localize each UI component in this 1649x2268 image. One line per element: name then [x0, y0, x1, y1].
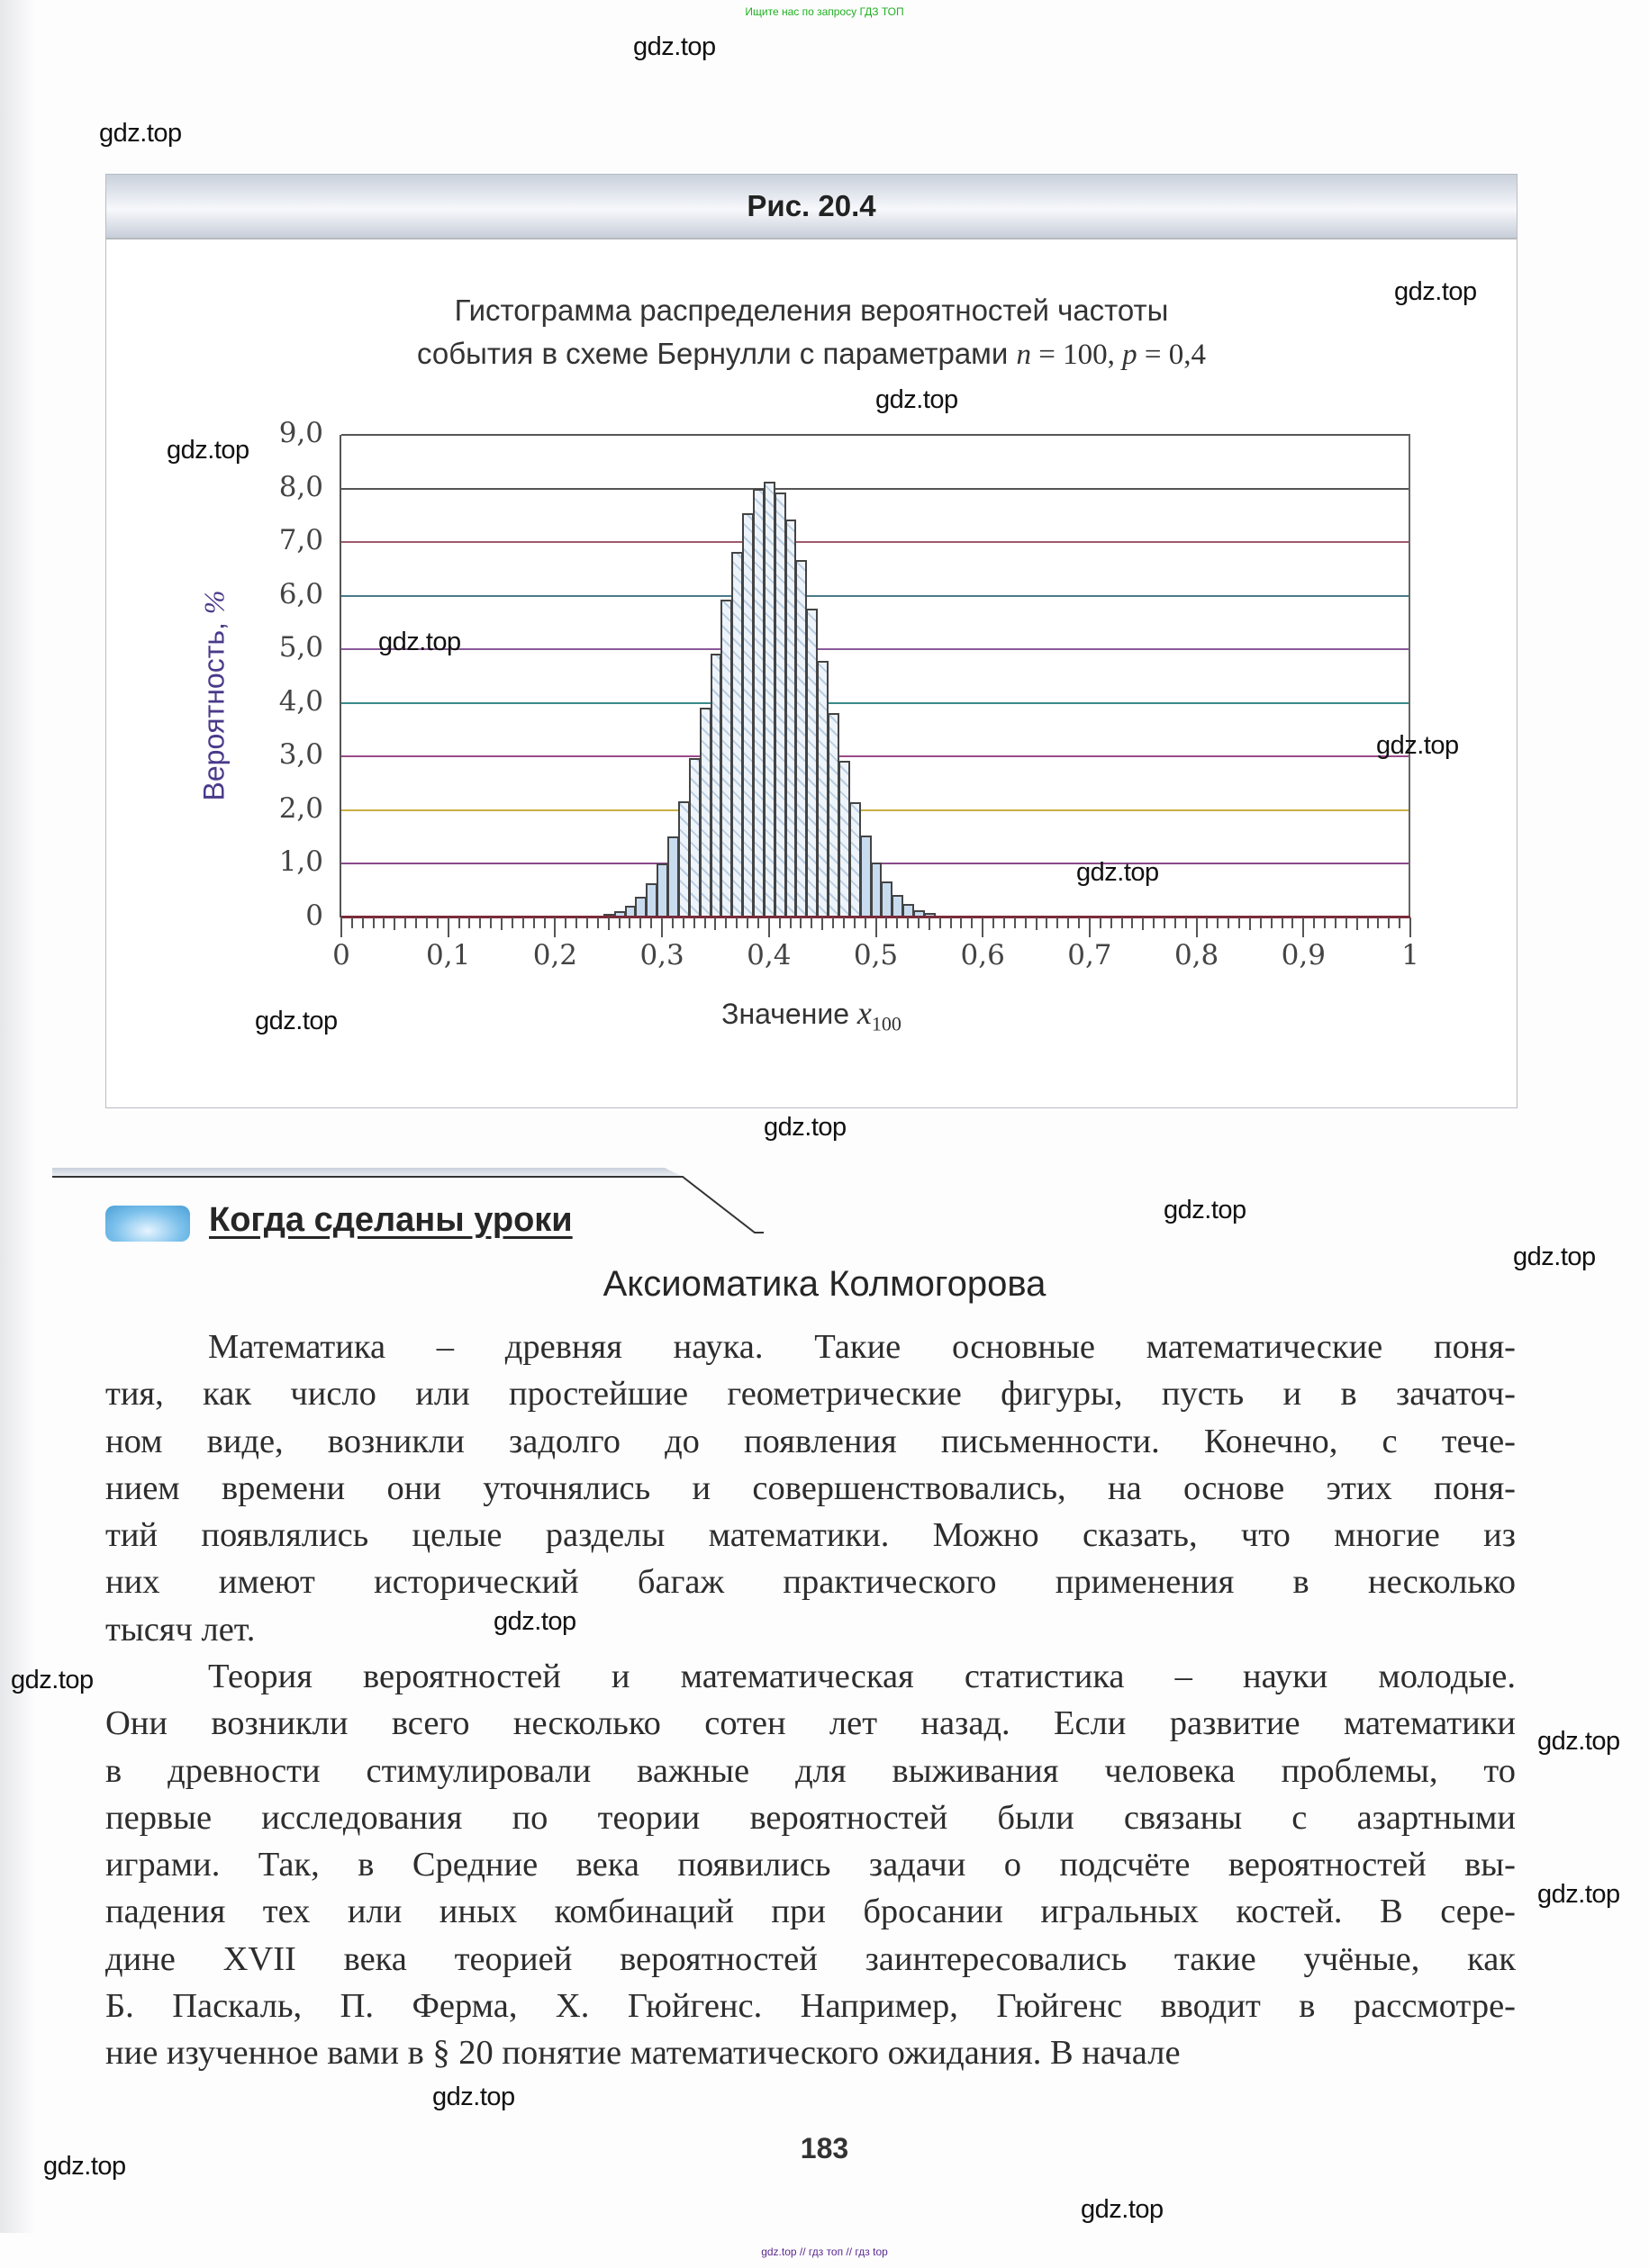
x-tick [1271, 917, 1273, 928]
x-tick [565, 917, 566, 928]
x-tick-label: 0,4 [747, 939, 792, 971]
gridline [341, 595, 1410, 597]
watermark-text: gdz.top [1537, 1880, 1620, 1909]
x-tick [714, 917, 716, 930]
watermark-text: gdz.top [875, 385, 958, 414]
x-tick [1142, 917, 1144, 930]
x-tick [1399, 917, 1400, 928]
x-tick [1260, 917, 1262, 928]
x-tick [875, 917, 877, 937]
watermark-text: gdz.top [1076, 858, 1159, 887]
x-tick [800, 917, 802, 928]
y-tick-label: 7,0 [278, 524, 323, 557]
x-tick [661, 917, 663, 937]
x-tick [1217, 917, 1219, 928]
watermark-text: gdz.top [255, 1007, 338, 1035]
x-tick [854, 917, 856, 928]
page-number: 183 [800, 2132, 849, 2164]
x-tick [1164, 917, 1165, 928]
watermark-text: gdz.top [494, 1607, 576, 1636]
watermark-text: gdz.top [1537, 1727, 1620, 1756]
x-tick [1003, 917, 1005, 928]
x-tick [1377, 917, 1379, 928]
x-tick [1131, 917, 1133, 928]
x-tick [1228, 917, 1229, 928]
x-tick [779, 917, 781, 928]
paragraph-line: Теория вероятностей и математическая статистика – науки молодые. [208, 1658, 1516, 1695]
x-tick [1100, 917, 1101, 928]
x-tick [1110, 917, 1112, 928]
param-n: n [1016, 339, 1031, 371]
y-tick-label: 8,0 [278, 470, 323, 503]
x-tick [1302, 917, 1304, 937]
chart-title-text: события в схеме Бернулли с параметрами [417, 337, 1017, 370]
x-tick-label: 0,1 [426, 939, 471, 971]
x-tick [736, 917, 738, 928]
x-tick-label: 0,9 [1281, 939, 1326, 971]
x-tick [907, 917, 909, 928]
x-tick [918, 917, 920, 928]
x-tick [982, 917, 983, 937]
x-tick [790, 917, 792, 928]
x-tick [340, 917, 342, 937]
x-tick [544, 917, 546, 928]
x-tick [693, 917, 695, 928]
x-tick [811, 917, 812, 928]
x-tick [1282, 917, 1283, 928]
x-tick [1056, 917, 1058, 928]
x-tick [479, 917, 481, 928]
x-tick [1313, 917, 1315, 928]
x-tick [1206, 917, 1208, 928]
y-axis-label [198, 561, 231, 831]
plot-right-border [1409, 435, 1410, 917]
y-axis-label-text: Вероятность, [197, 614, 231, 801]
x-tick [1078, 917, 1080, 928]
x-tick [1388, 917, 1390, 928]
chart-title-line1: Гистограмма распределения вероятностей частоты [454, 294, 1169, 327]
figure-20-4 [105, 174, 1518, 1108]
paragraph-line: нием времени они уточнялись и совершенствовались, на основе этих поня- [105, 1468, 1516, 1507]
watermark-text: gdz.top [633, 32, 716, 61]
x-tick [843, 917, 845, 928]
x-tick-label: 0,7 [1067, 939, 1112, 971]
x-tick [501, 917, 503, 930]
x-tick [1046, 917, 1047, 928]
gridline [341, 434, 1410, 436]
x-tick [1036, 917, 1037, 930]
y-tick-label: 1,0 [278, 845, 323, 879]
gridline [341, 809, 1410, 811]
x-tick [394, 917, 395, 930]
x-tick [1335, 917, 1336, 928]
x-tick [1153, 917, 1155, 928]
x-tick [639, 917, 641, 928]
x-tick-label: 0,8 [1173, 939, 1219, 971]
x-tick [1089, 917, 1091, 937]
x-tick [650, 917, 652, 928]
x-tick [757, 917, 759, 928]
x-tick [725, 917, 727, 928]
x-tick [1367, 917, 1369, 928]
param-p: p [1122, 339, 1137, 371]
x-tick [1345, 917, 1347, 928]
y-tick-label: 6,0 [278, 577, 323, 610]
x-tick [404, 917, 406, 928]
chart-title-line2 [106, 332, 1517, 376]
x-tick [865, 917, 866, 928]
x-tick [1121, 917, 1123, 928]
gridline [341, 648, 1410, 650]
watermark-text: gdz.top [167, 436, 249, 465]
y-tick-label: 0 [305, 899, 323, 932]
watermark-text: gdz.top [764, 1113, 847, 1142]
x-tick [629, 917, 630, 928]
param-n-value: = 100, [1030, 339, 1123, 371]
x-tick [1196, 917, 1198, 937]
x-tick [1185, 917, 1187, 928]
x-axis-label-text: Значение [721, 998, 857, 1030]
x-tick [1025, 917, 1027, 928]
y-tick-label: 3,0 [278, 738, 323, 772]
x-axis-variable: x [856, 995, 872, 1031]
x-tick-label: 0,6 [960, 939, 1005, 971]
bottom-banner: gdz.top // гдз топ // гдз top [761, 2245, 888, 2258]
x-tick [383, 917, 385, 928]
x-tick [362, 917, 364, 928]
x-tick [885, 917, 887, 928]
paragraph-line: падения тех или иных комбинаций при бросании игральных костей. В сере- [105, 1893, 1516, 1931]
x-tick [832, 917, 834, 928]
paragraph-line: них имеют исторический багаж практического применения в несколько [105, 1563, 1516, 1602]
paragraph-line: ние изученное вами в § 20 понятие математического ожидания. В начале [105, 2034, 1181, 2073]
paragraph-line: тысяч лет. [105, 1610, 256, 1649]
page-edge-shadow [0, 0, 36, 2233]
x-tick [896, 917, 898, 928]
paragraph-line: первые исследования по теории вероятностей были связаны с азартными [105, 1798, 1516, 1837]
x-tick [929, 917, 930, 930]
x-tick [992, 917, 994, 928]
gridline [341, 702, 1410, 704]
y-axis-line [340, 435, 341, 917]
x-tick [468, 917, 470, 928]
figure-label: Рис. 20.4 [747, 189, 876, 222]
figure-header [106, 175, 1517, 239]
paragraph-line: тия, как число или простейшие геометрические фигуры, пусть и в зачаточ- [105, 1375, 1516, 1414]
top-banner: Ищите нас по запросу ГДЗ ТОП [745, 5, 904, 18]
section-header: Когда сделаны уроки [209, 1201, 573, 1239]
x-tick [608, 917, 610, 930]
paragraph-line: Математика – древняя наука. Такие основные математические поня- [208, 1328, 1516, 1366]
watermark-text: gdz.top [1513, 1242, 1596, 1271]
x-tick [490, 917, 492, 928]
gridline [341, 541, 1410, 543]
watermark-text: gdz.top [1394, 277, 1477, 306]
x-tick [619, 917, 621, 928]
x-tick [704, 917, 706, 928]
x-tick [1409, 917, 1411, 937]
x-tick [448, 917, 449, 937]
x-tick [437, 917, 439, 928]
paragraph-line: Б. Паскаль, П. Ферма, Х. Гюйгенс. Например, Гюйгенс вводит в рассмотре- [105, 1987, 1516, 2026]
x-tick [351, 917, 353, 928]
watermark-text: gdz.top [43, 2152, 126, 2181]
watermark-text: gdz.top [432, 2083, 515, 2111]
x-tick [1324, 917, 1326, 928]
x-tick-label: 0,2 [532, 939, 578, 971]
paragraph-line: Они возникли всего несколько сотен лет назад. Если развитие математики [105, 1704, 1516, 1743]
x-tick [415, 917, 417, 928]
x-tick [586, 917, 588, 928]
x-tick [672, 917, 674, 928]
paragraph-line: играми. Так, в Средние века появились задачи о подсчёте вероятностей вы- [105, 1846, 1516, 1884]
x-tick [950, 917, 952, 928]
x-tick [554, 917, 556, 937]
x-tick [1356, 917, 1358, 930]
plot-area [341, 435, 1410, 917]
y-tick-label: 4,0 [278, 684, 323, 718]
x-tick [1238, 917, 1240, 928]
gridline [341, 488, 1410, 490]
x-tick [533, 917, 535, 928]
gridline [341, 755, 1410, 757]
x-tick [512, 917, 513, 928]
y-tick-label: 5,0 [278, 631, 323, 664]
x-tick [747, 917, 748, 928]
section-marker-icon [105, 1206, 190, 1242]
x-tick [1249, 917, 1251, 930]
watermark-text: gdz.top [1376, 731, 1459, 760]
y-tick-label: 9,0 [278, 417, 323, 449]
x-tick [575, 917, 577, 928]
x-tick [683, 917, 684, 928]
watermark-text: gdz.top [11, 1666, 94, 1694]
paragraph-line: дине XVII века теорией вероятностей заинтересовались такие учёные, как [105, 1939, 1516, 1978]
watermark-text: gdz.top [1164, 1196, 1246, 1224]
y-tick-label: 2,0 [278, 791, 323, 825]
x-tick [522, 917, 524, 928]
paragraph-2 [105, 1653, 1516, 2077]
y-axis-unit: % [197, 590, 231, 615]
x-tick [1174, 917, 1176, 928]
x-tick-label: 0,3 [639, 939, 684, 971]
paragraph-1 [105, 1324, 1516, 1653]
x-tick-label: 0 [332, 939, 350, 971]
paragraph-line: ном виде, возникли задолго до появления письменности. Конечно, с тече- [105, 1422, 1516, 1460]
x-tick [1067, 917, 1069, 928]
x-tick-label: 1 [1401, 939, 1419, 971]
x-tick [939, 917, 941, 928]
x-tick [1291, 917, 1293, 928]
param-p-value: = 0,4 [1137, 339, 1206, 371]
paragraph-line: в древности стимулировали важные для выживания человека проблемы, то [105, 1751, 1516, 1790]
article-title: Аксиоматика Колмогорова [603, 1264, 1046, 1304]
x-tick [1014, 917, 1016, 928]
x-tick [971, 917, 973, 928]
x-tick [768, 917, 770, 937]
x-axis-subscript: 100 [871, 1012, 902, 1035]
paragraph-line: тий появлялись целые разделы математики. Можно сказать, что многие из [105, 1516, 1516, 1555]
watermark-text: gdz.top [1081, 2195, 1164, 2224]
watermark-text: gdz.top [99, 119, 182, 148]
x-tick [597, 917, 599, 928]
x-tick [458, 917, 460, 928]
x-tick [373, 917, 375, 928]
watermark-text: gdz.top [378, 628, 461, 656]
x-tick [960, 917, 962, 928]
x-tick [821, 917, 823, 930]
x-tick-label: 0,5 [853, 939, 899, 971]
x-tick [426, 917, 428, 928]
